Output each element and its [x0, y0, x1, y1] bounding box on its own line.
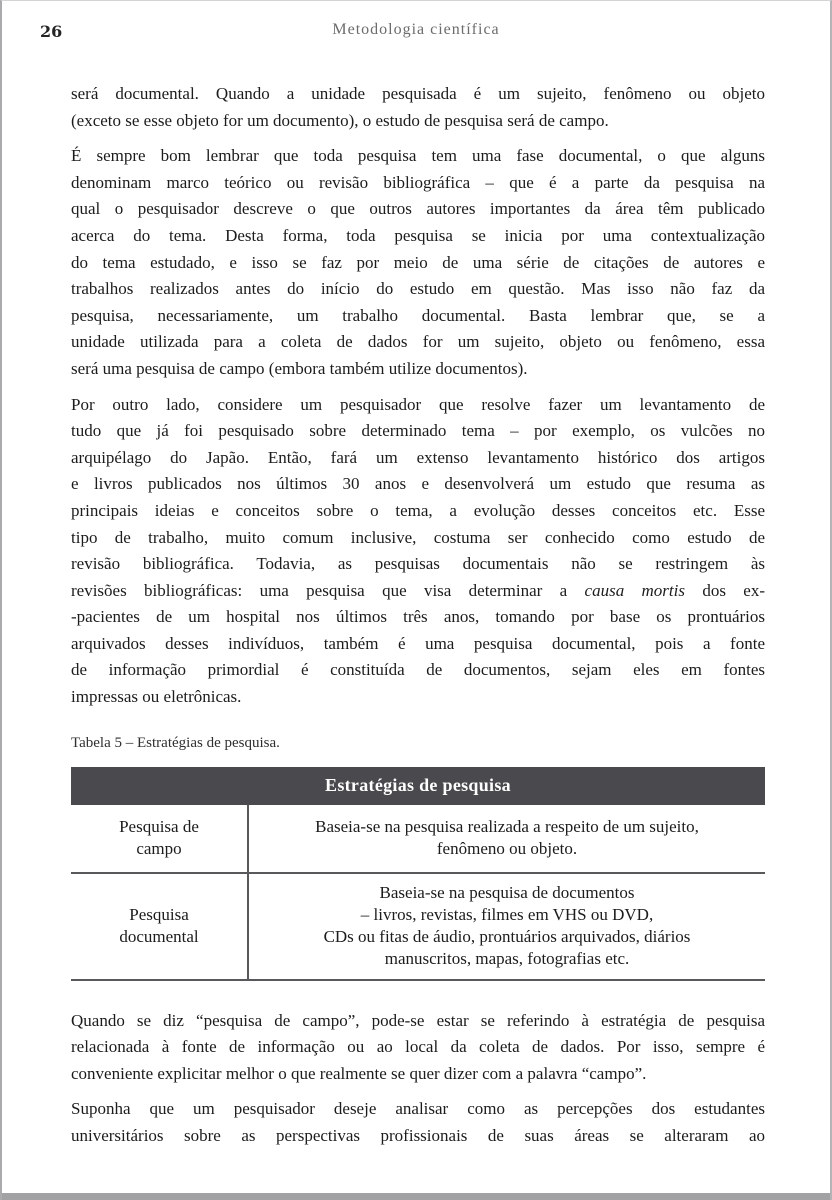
- strategy-name-cell: [71, 874, 249, 979]
- text-line: conveniente explicitar melhor o que realmente se quer dizer com a palavra “campo”.: [71, 1063, 647, 1083]
- text-line: será documental. Quando a unidade pesquisada é um sujeito, fenômeno ou objeto: [71, 84, 765, 103]
- text-line: denominam marco teórico ou revisão bibliográfica – que é a parte da pesquisa na: [71, 172, 765, 192]
- text-line: arquivados desses indivíduos, também é uma pesquisa documental, pois a fonte: [71, 633, 765, 653]
- text-line: tipo de trabalho, muito comum inclusive, costuma ser conhecido como estudo de: [71, 527, 765, 547]
- paragraphs-below-table: [71, 1008, 765, 1150]
- text-line: É sempre bom lembrar que toda pesquisa tem uma fase documental, o que alguns: [71, 146, 765, 166]
- text-line: -pacientes de um hospital nos últimos três anos, tomando por base os prontuários: [71, 607, 765, 627]
- table-header: Estratégias de pesquisa: [71, 767, 765, 805]
- text-line: revisão bibliográfica. Todavia, as pesquisas documentais não se restringem às: [71, 554, 765, 574]
- page-number: 26: [40, 22, 63, 41]
- text-segment: dos ex-: [685, 580, 765, 600]
- text-segment: revisões bibliográficas: uma pesquisa que visa determinar a: [71, 580, 585, 600]
- page-bottom-edge: [2, 1193, 830, 1200]
- text-line: Pesquisa de: [119, 817, 199, 837]
- text-line: do tema estudado, e isso se faz por meio de uma série de citações de autores e: [71, 252, 765, 272]
- text-line: qual o pesquisador descreve o que outros autores importantes da área têm publicado: [71, 199, 765, 219]
- text-line: arquipélago do Japão. Então, fará um extenso levantamento histórico dos artigos: [71, 447, 765, 467]
- text-line: (exceto se esse objeto for um documento), o estudo de pesquisa será de campo.: [71, 110, 609, 130]
- text-line: acerca do tema. Desta forma, toda pesquisa se inicia por uma contextualização: [71, 225, 765, 245]
- paragraph: [71, 1008, 765, 1088]
- paragraph: [71, 392, 765, 711]
- text-line: relacionada à fonte de informação ou ao local da coleta de dados. Por isso, sempre é: [71, 1037, 765, 1057]
- text-line: manuscritos, mapas, fotografias etc.: [384, 949, 630, 969]
- text-line: tudo que já foi pesquisado sobre determinado tema – por exemplo, os vulcões no: [71, 421, 765, 441]
- text-line: CDs ou fitas de áudio, prontuários arquivados, diários: [323, 927, 691, 947]
- page-body: [71, 81, 765, 1150]
- strategy-description-cell: [249, 874, 765, 979]
- text-line: Pesquisa: [129, 905, 189, 925]
- paragraph: [71, 81, 765, 134]
- text-line: [71, 578, 765, 605]
- italic-term: causa mortis: [584, 580, 685, 600]
- text-line: Suponha que um pesquisador deseje analisar como as percepções dos estudantes: [71, 1099, 765, 1119]
- page-header: [2, 21, 830, 43]
- text-line: e livros publicados nos últimos 30 anos e desenvolverá um estudo que resuma as: [71, 474, 765, 494]
- text-line: fenômeno ou objeto.: [436, 839, 578, 859]
- table-caption: Tabela 5 – Estratégias de pesquisa.: [71, 734, 280, 751]
- text-line: Baseia-se na pesquisa realizada a respeito de um sujeito,: [315, 817, 699, 837]
- paragraphs-above-table: [71, 81, 765, 711]
- paragraph: [71, 1096, 765, 1149]
- running-head: Metodologia científica: [332, 21, 500, 38]
- strategy-name-cell: [71, 805, 249, 872]
- text-line: universitários sobre as perspectivas profissionais de suas áreas se alteraram ao: [71, 1126, 765, 1146]
- text-line: pesquisa, necessariamente, um trabalho documental. Basta lembrar que, se a: [71, 305, 765, 325]
- table-body: [71, 805, 765, 979]
- strategy-description-cell: [249, 805, 765, 872]
- research-strategies-table: [71, 767, 765, 981]
- text-line: principais ideias e conceitos sobre o tema, a evolução desses conceitos etc. Esse: [71, 500, 765, 520]
- text-line: – livros, revistas, filmes em VHS ou DVD,: [360, 905, 654, 925]
- text-line: Quando se diz “pesquisa de campo”, pode-se estar se referindo à estratégia de pesquisa: [71, 1010, 765, 1030]
- text-line: campo: [136, 839, 182, 859]
- table-row: [71, 805, 765, 872]
- text-line: Por outro lado, considere um pesquisador que resolve fazer um levantamento de: [71, 394, 765, 414]
- text-line: trabalhos realizados antes do início do estudo em questão. Mas isso não faz da: [71, 279, 765, 299]
- text-line: será uma pesquisa de campo (embora também utilize documentos).: [71, 358, 528, 378]
- text-line: Baseia-se na pesquisa de documentos: [379, 883, 635, 903]
- text-line: impressas ou eletrônicas.: [71, 687, 242, 707]
- text-line: de informação primordial é constituída de documentos, sejam eles em fontes: [71, 660, 765, 680]
- text-line: unidade utilizada para a coleta de dados for um sujeito, objeto ou fenômeno, essa: [71, 332, 765, 352]
- table-row: [71, 872, 765, 979]
- text-line: documental: [119, 927, 199, 947]
- paragraph: [71, 143, 765, 382]
